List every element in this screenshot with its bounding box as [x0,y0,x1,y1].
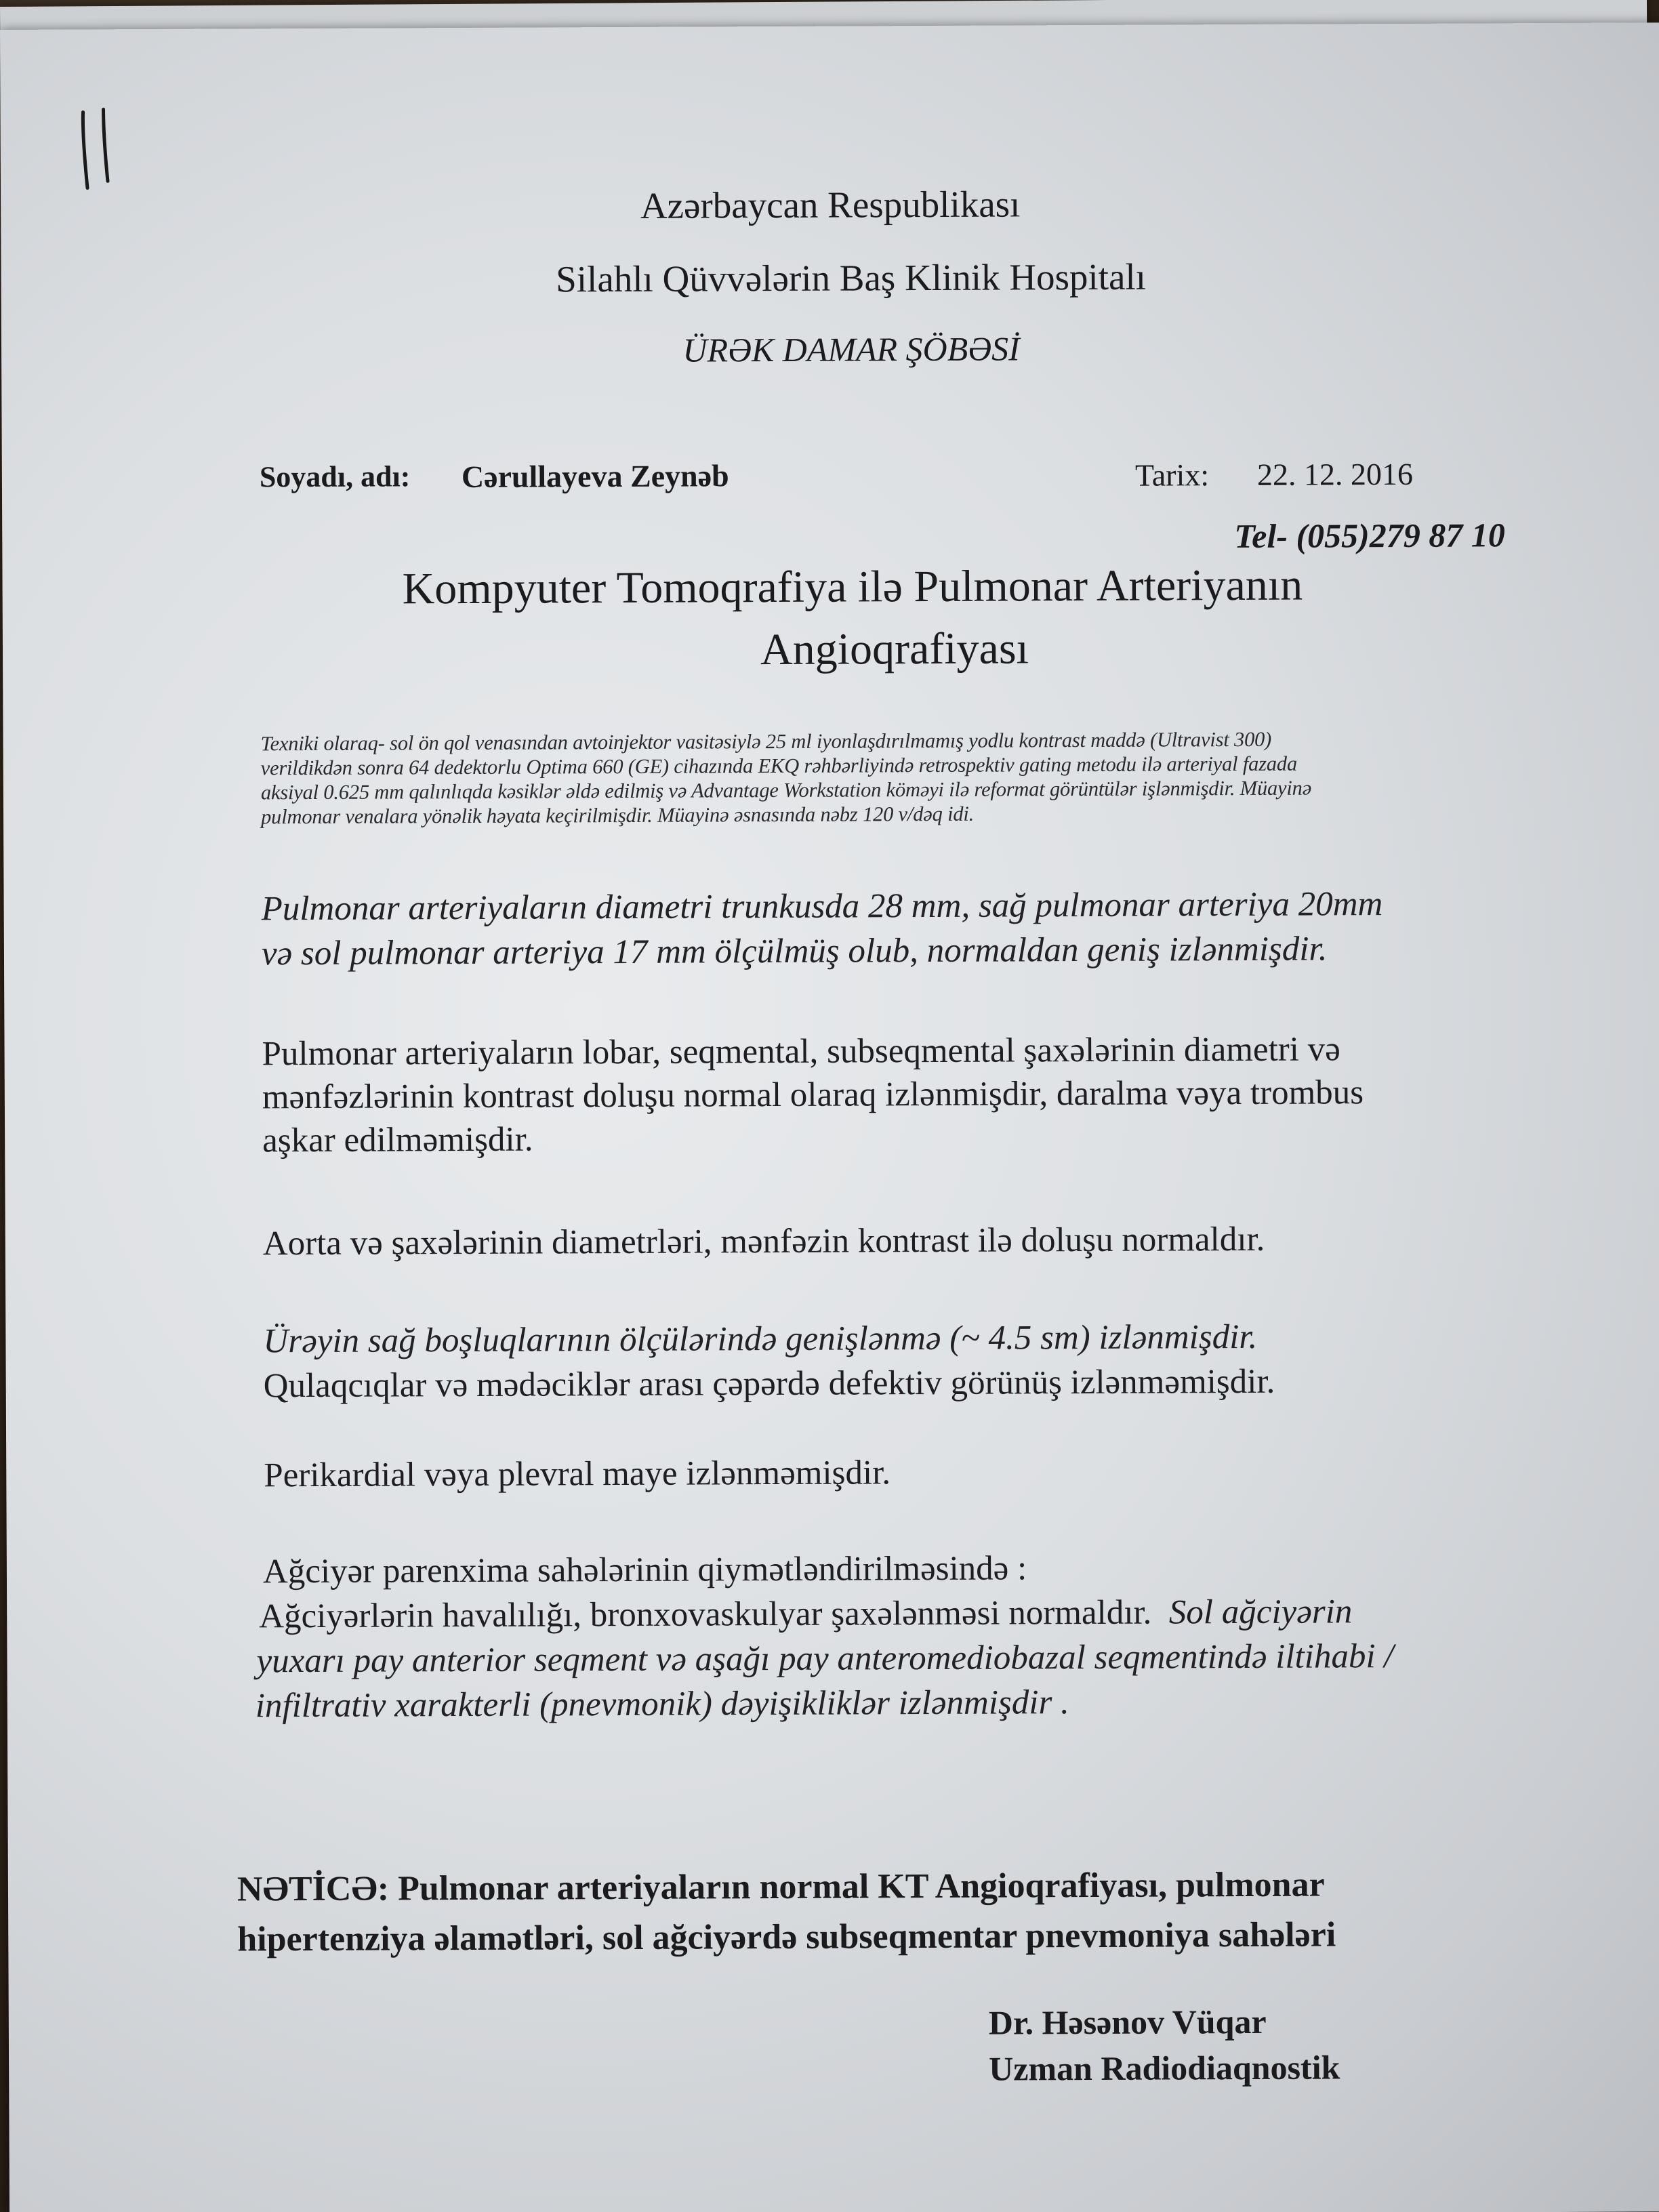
finding-parenchyma-line4: infiltrativ xarakterli (pnevmonik) dəyişikliklər izlənmişdir . [255,1683,1069,1725]
date-label: Tarix: [1134,457,1210,493]
technical-line: Texniki olaraq- sol ön qol venasından avtoinjektor vasitəsiylə 25 ml iyonlaşdırılmamış yodlu kontrast maddə (Ultravist 300) [260,727,1272,756]
department-heading: ÜRƏK DAMAR ŞÖBƏSİ [682,329,1020,369]
finding-branches-line2: mənfəzlərinin kontrast doluşu normal olaraq izlənmişdir, daralma vəya trombus [262,1073,1364,1117]
report-title-line2: Angioqrafiyası [760,623,1029,675]
finding-branches-line3: aşkar edilməmişdir. [262,1120,533,1160]
finding-effusion: Perikardial vəya plevral maye izlənməmişdir. [264,1454,891,1495]
patient-name: Cərullayeva Zeynəb [461,458,729,495]
finding-branches-line1: Pulmonar arteriyaların lobar, seqmental, subseqmental şaxələrinin diametri və [262,1030,1340,1073]
hospital-heading: Silahlı Qüvvələrin Baş Klinik Hospitalı [556,255,1147,300]
conclusion-line1: NƏTİCƏ: Pulmonar arteriyaların normal KT Angioqrafiyası, pulmonar [237,1865,1325,1909]
finding-parenchyma-line1: Ağciyər parenxima sahələrinin qiymətləndirilməsində : [262,1549,1027,1591]
finding-pa-diameter-line1: Pulmonar arteriyaların diametri trunkusda 28 mm, sağ pulmonar arteriya 20mm [261,885,1383,928]
finding-parenchyma-line3: yuxarı pay anterior seqment və aşağı pay anteromediobazal seqmentində iltihabi / [256,1637,1394,1681]
technical-line: aksiyal 0.625 mm qalınlıqda kəsiklər əldə edilmiş və Advantage Workstation köməyi ilə reformat görüntülər işlənmişdir. Müayinə [260,776,1312,804]
name-label: Soyadı, adı: [259,459,411,494]
finding-parenchyma-line2 [259,1592,1352,1636]
conclusion-line2: hipertenziya əlamətləri, sol ağciyərdə subseqmentar pnevmoniya sahələri [237,1915,1336,1959]
country-heading: Azərbaycan Respublikası [640,183,1021,226]
report-page [0,22,1659,2212]
report-date: 22. 12. 2016 [1256,456,1413,492]
finding-parenchyma-regular: Ağciyərlərin havalılığı, bronxovaskulyar şaxələnməsi normaldır. [259,1593,1152,1636]
finding-septum: Qulaqcıqlar və mədəciklər arası çəpərdə defektiv görünüş izlənməmişdir. [263,1362,1275,1406]
handwritten-mark [73,105,121,193]
finding-aorta: Aorta və şaxələrinin diametrləri, mənfəzin kontrast ilə doluşu normaldır. [262,1220,1265,1263]
finding-pa-diameter-line2: və sol pulmonar arteriya 17 mm ölçülmüş olub, normaldan geniş izlənmişdir. [261,930,1328,973]
doctor-role: Uzman Radiodiaqnostik [989,2048,1340,2088]
technical-line: pulmonar venalara yönəlik həyata keçirilmişdir. Müayinə əsnasında nəbz 120 v/dəq idi. [260,802,975,829]
finding-right-heart: Ürəyin sağ boşluqlarının ölçülərində genişlənmə (~ 4.5 sm) izlənmişdir. [263,1317,1258,1361]
finding-parenchyma-italic: Sol ağciyərin [1168,1593,1353,1632]
phone-number: Tel- (055)279 87 10 [1234,516,1505,556]
technical-line: verildikdən sonra 64 dedektorlu Optima 660 (GE) cihazında EKQ rəhbərliyində retrospektiv gating metodu ilə arteriyal fazada [260,752,1298,780]
report-title-line1: Kompyuter Tomoqrafiya ilə Pulmonar Arteriyanın [402,560,1303,614]
doctor-name: Dr. Həsənov Vüqar [988,2002,1267,2042]
